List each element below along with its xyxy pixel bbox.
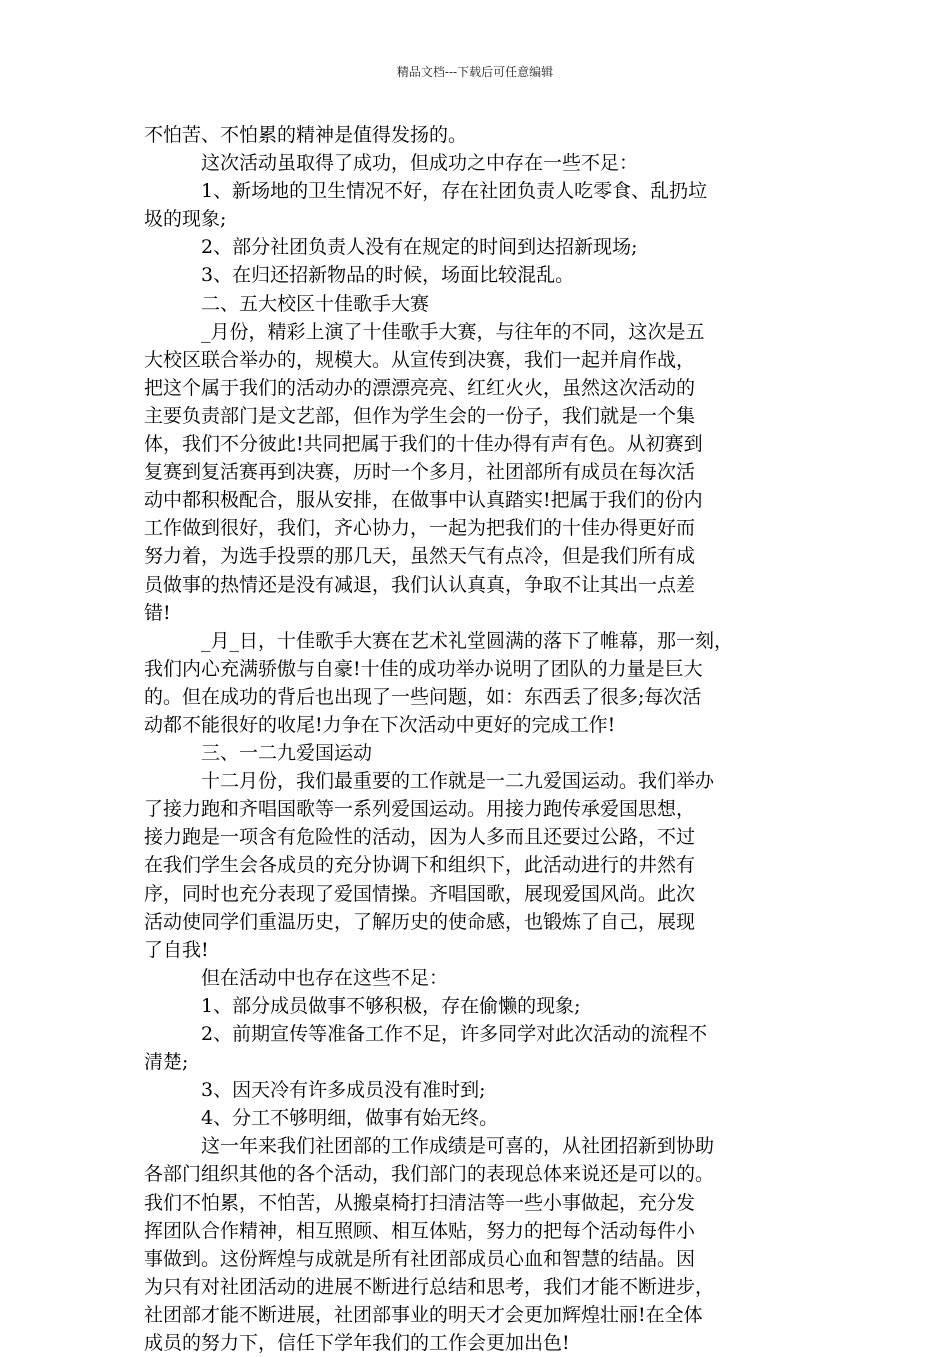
text-line: 主要负责部门是文艺部，但作为学生会的一份子，我们就是一个集 — [144, 404, 696, 427]
text-line: 圾的现象; — [144, 208, 227, 231]
text-line: 了接力跑和齐唱国歌等一系列爱国运动。用接力跑传承爱国思想， — [144, 798, 696, 821]
page-header: 精品文档---下载后可任意编辑 — [396, 65, 554, 79]
text-line: 复赛到复活赛再到决赛，历时一个多月，社团部所有成员在每次活 — [144, 461, 696, 484]
text-line: 动都不能很好的收尾!力争在下次活动中更好的完成工作! — [144, 713, 616, 736]
text-line: 社团部才能不断进展，社团部事业的明天才会更加辉煌壮丽!在全体 — [144, 1303, 703, 1326]
text-line: 错! — [144, 601, 171, 624]
text-line: 把这个属于我们的活动办的漂漂亮亮、红红火火，虽然这次活动的 — [144, 376, 696, 399]
text-line: 我们不怕累，不怕苦，从搬桌椅打扫清洁等一些小事做起，充分发 — [144, 1191, 696, 1214]
text-line: 工作做到很好，我们，齐心协力，一起为把我们的十佳办得更好而 — [144, 517, 696, 540]
text-line: _月份，精彩上演了十佳歌手大赛，与往年的不同，这次是五 — [201, 320, 705, 343]
text-line: 大校区联合举办的，规模大。从宣传到决赛，我们一起并肩作战， — [144, 348, 696, 371]
text-line: 挥团队合作精神，相互照顾、相互体贴，努力的把每个活动每件小 — [144, 1219, 696, 1242]
text-line: 员做事的热情还是没有减退，我们认认真真，争取不让其出一点差 — [144, 573, 696, 596]
text-line: 3、在归还招新物品的时候，场面比较混乱。 — [201, 264, 575, 287]
text-line: 的。但在成功的背后也出现了一些问题，如：东西丢了很多;每次活 — [144, 685, 702, 708]
text-line: 2、前期宣传等准备工作不足，许多同学对此次活动的流程不 — [201, 1023, 708, 1045]
text-line: 动中都积极配合，服从安排，在做事中认真踏实!把属于我们的份内 — [144, 489, 703, 512]
text-line: 努力着，为选手投票的那几天，虽然天气有点冷，但是我们所有成 — [144, 545, 696, 568]
text-line: 各部门组织其他的各个活动，我们部门的表现总体来说还是可以的。 — [144, 1163, 715, 1186]
text-line: 十二月份，我们最重要的工作就是一二九爱国运动。我们举办 — [201, 770, 715, 793]
text-line: _月_日，十佳歌手大赛在艺术礼堂圆满的落下了帷幕，那一刻， — [201, 629, 734, 652]
text-line: 清楚; — [144, 1051, 189, 1074]
text-line: 为只有对社团活动的进展不断进行总结和思考，我们才能不断进步， — [144, 1275, 715, 1298]
text-line: 我们内心充满骄傲与自豪!十佳的成功举办说明了团队的力量是巨大 — [144, 657, 703, 680]
document-body — [144, 121, 816, 1357]
text-line: 1、部分成员做事不够积极，存在偷懒的现象; — [201, 994, 581, 1017]
text-line: 活动使同学们重温历史，了解历史的使命感，也锻炼了自己，展现 — [144, 910, 696, 933]
text-line: 不怕苦、不怕累的精神是值得发扬的。 — [144, 124, 468, 146]
text-line: 2、部分社团负责人没有在规定的时间到达招新现场; — [201, 236, 638, 259]
text-line: 1、新场地的卫生情况不好，存在社团负责人吃零食、乱扔垃 — [201, 180, 708, 203]
text-line: 序，同时也充分表现了爱国情操。齐唱国歌，展现爱国风尚。此次 — [144, 882, 696, 905]
text-line: 了自我! — [144, 938, 209, 961]
text-line: 事做到。这份辉煌与成就是所有社团部成员心血和智慧的结晶。因 — [144, 1247, 696, 1270]
text-line: 但在活动中也存在这些不足： — [201, 966, 449, 989]
text-line: 这次活动虽取得了成功，但成功之中存在一些不足： — [201, 152, 639, 175]
text-line: 二、五大校区十佳歌手大赛 — [201, 292, 430, 315]
text-line: 4、分工不够明细，做事有始无终。 — [201, 1107, 499, 1130]
text-line: 接力跑是一项含有危险性的活动，因为人多而且还要过公路，不过 — [144, 826, 696, 849]
text-line: 三、一二九爱国运动 — [201, 742, 373, 765]
text-line: 3、因天冷有许多成员没有准时到; — [201, 1079, 486, 1102]
text-line: 成员的努力下，信任下学年我们的工作会更加出色! — [144, 1332, 570, 1355]
text-line: 这一年来我们社团部的工作成绩是可喜的，从社团招新到协助 — [201, 1135, 715, 1158]
text-line: 在我们学生会各成员的充分协调下和组织下，此活动进行的井然有 — [144, 854, 696, 877]
text-line: 体，我们不分彼此!共同把属于我们的十佳办得有声有色。从初赛到 — [144, 433, 703, 456]
